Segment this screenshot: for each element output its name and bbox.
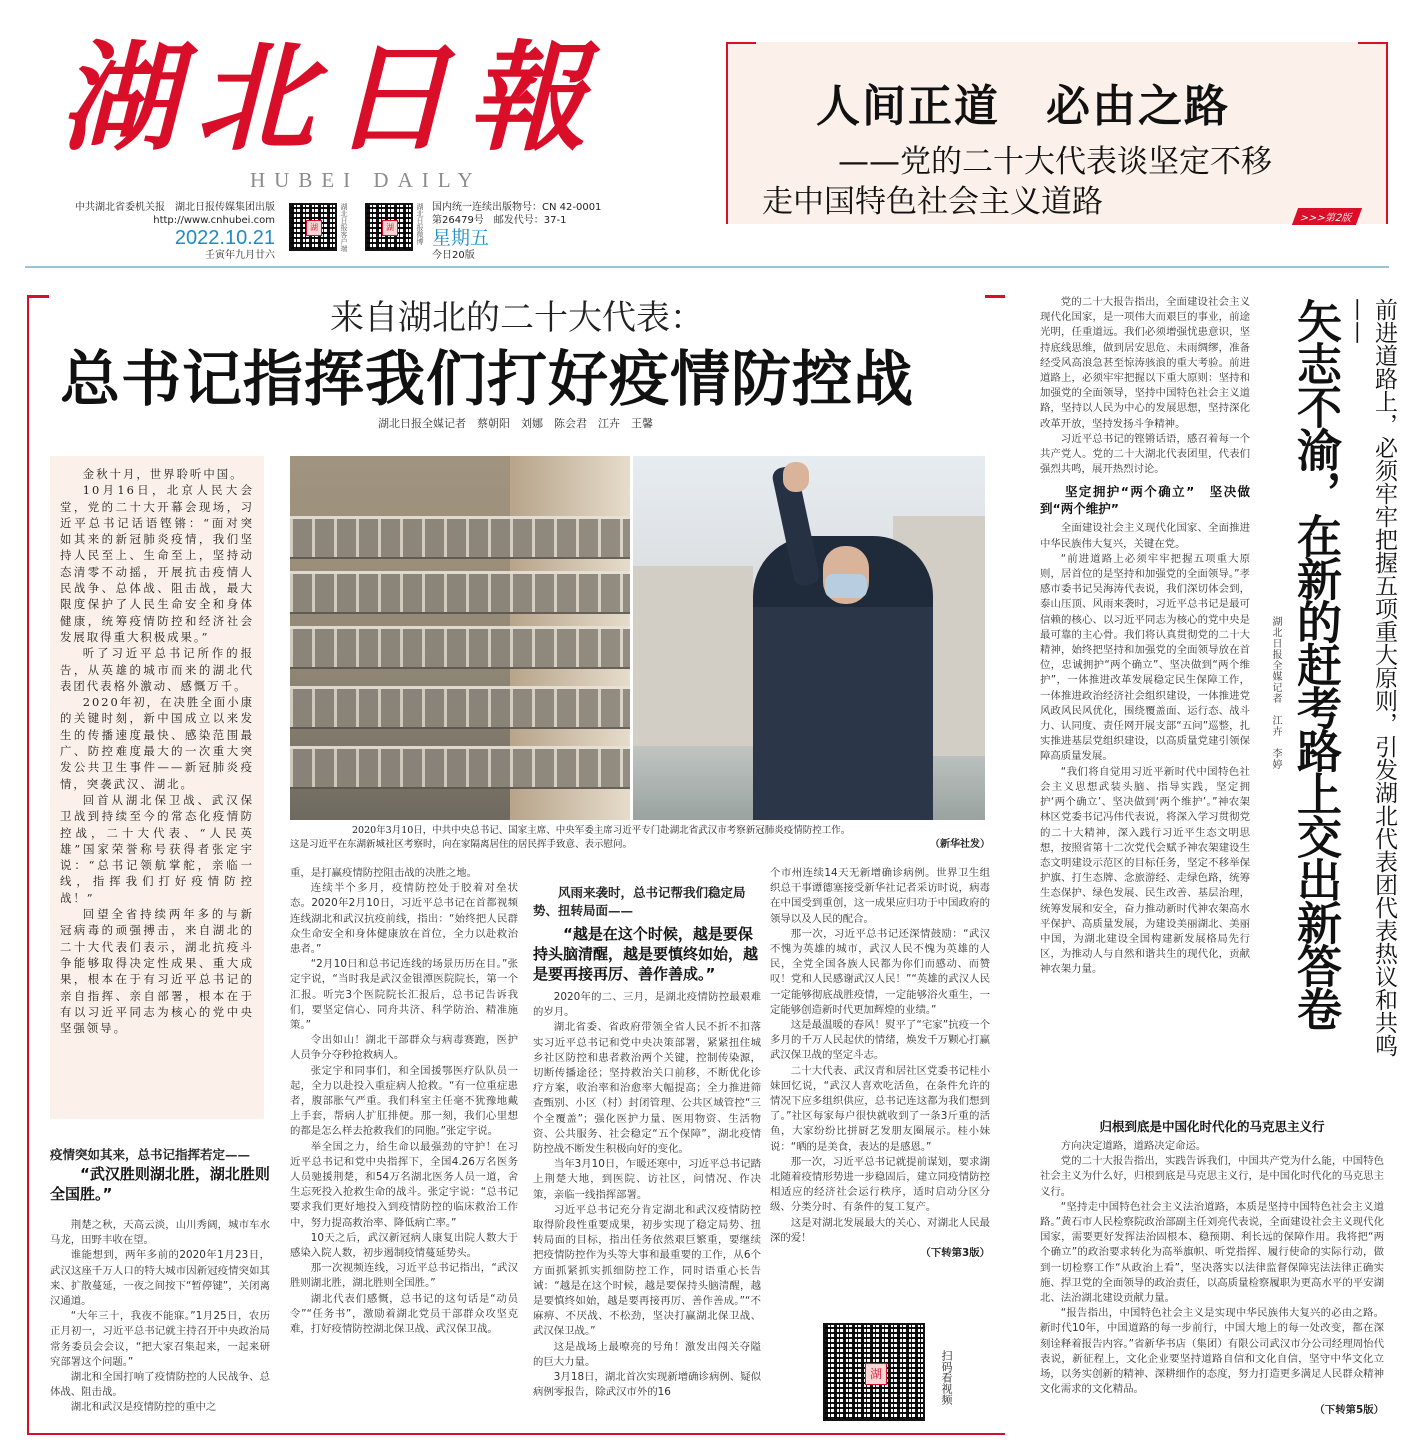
body-paragraph: 湖北和全国打响了疫情防控的人民战争、总体战、阻击战。 (50, 1371, 270, 1399)
intro-paragraph: 金秋十月，世界聆听中国。 (82, 467, 244, 481)
body-paragraph: 那一次，习近平总书记还深情鼓励：“武汉不愧为英雄的城市，武汉人民不愧为英雄的人民，全党全国各族人民都为你们而感动、而赞叹！党和人民感谢武汉人民！”“英雄的武汉人民一定能够彻底战胜疫情，一定能够浴火重生，一定能够创造新时代更加辉煌的业绩。” (770, 927, 990, 1016)
masthead-divider (25, 266, 1389, 268)
body-paragraph: 这是对湖北发展最大的关心、对湖北人民最深的爱！ (770, 1216, 990, 1244)
website-link[interactable]: http://www.cnhubei.com (153, 215, 275, 226)
photo-balcony (290, 626, 630, 669)
body-paragraph: 荆楚之秋，天高云淡，山川秀阔，城市车水马龙，田野丰收在望。 (50, 1219, 270, 1247)
intro-sidebar (50, 456, 264, 1119)
intro-paragraph: 2020年初，在决胜全面小康的关键时刻，新中国成立以来发生的传播速度最快、感染范围最广、防控难度最大的一次重大突发公共卫生事件——新冠肺炎疫情，突袭武汉、湖北。 (60, 695, 254, 791)
issue-number: 第26479号 邮发代号：37-1 (432, 215, 567, 226)
section-kicker: 风雨来袭时，总书记帮我们稳定局势、扭转局面—— (533, 885, 746, 918)
story-column-4 (770, 866, 990, 1261)
body-paragraph: 湖北和武汉是疫情防控的重中之 (70, 1401, 217, 1414)
story-column-2 (290, 866, 518, 1337)
feature-deck: 前进道路上，必须牢牢把握五项重大原则，引发湖北代表团代表热议和共鸣—— (1345, 298, 1397, 1057)
caption-line: 2020年3月10日，中共中央总书记、国家主席、中央军委主席习近平专门赴湖北省武汉市考察新冠肺炎疫情防控工作。 (352, 825, 851, 836)
promo-headline: 人间正道 必由之路 (816, 81, 1230, 132)
photo-balcony (290, 571, 630, 614)
body-paragraph: 这是战场上最嘹亮的号角！激发出闯关夺隘的巨大力量。 (533, 1340, 761, 1368)
qr-logo: 湖 (865, 1363, 887, 1385)
story-kicker: 来自湖北的二十大代表： (330, 298, 704, 338)
qr-video-label: 扫码看视频 (940, 1350, 953, 1405)
lunar-date: 壬寅年九月廿六 (205, 250, 275, 261)
body-paragraph: 那一次视频连线，习近平总书记指出，“武汉胜则湖北胜，湖北胜则全国胜。” (290, 1262, 518, 1290)
feature-subhead: 坚定拥护“两个确立” 坚决做到“两个维护” (1040, 484, 1250, 517)
body-paragraph: “坚持走中国特色社会主义法治道路，本质是坚持中国特色社会主义道路。”黄石市人民检察院政治部副主任刘亮代表说，全面建设社会主义现代化国家，需要更好发挥法治固根本、稳预期、利长远的保障作用。我将把“两个确立”的政治要求转化为高举旗帜、听党指挥、履行使命的实际行动，做到一切检察工作“从政治上看”，坚决落实以法律监督保障宪法法律正确实施、捍卫党的全面领导的政治责任，以高质量检察履职为更高水平的平安湖北、法治湖北建设贡献力量。 (1040, 1200, 1384, 1305)
body-paragraph: 令出如山！湖北干部群众与病毒赛跑，医护人员争分夺秒抢救病人。 (290, 1034, 518, 1062)
masthead-meta-right (432, 201, 672, 262)
body-paragraph: 连续半个多月，疫情防控处于胶着对垒状态。2020年2月10日，习近平总书记在首都视频连线湖北和武汉抗疫前线，指出：“始终把人民群众生命安全和身体健康放在首位，全力以赴救治患者。” (290, 882, 518, 956)
body-paragraph: “前进道路上必须牢牢把握五项重大原则，居首位的是坚持和加强党的全面领导。”孝感市委书记吴海涛代表说，我们深切体会到，泰山压顶、风雨来袭时，习近平总书记是最可信赖的核心、以习近平同志为核心的党中央是最可靠的主心骨。我们将认真贯彻党的二十大精神，始终把坚持和加强党的全面领导放在首位，忠诚拥护“两个确立”、坚决做到“两个维护”，一体推进改革发展稳定民生保障工作，一体推进政治经济社会组织建设，一体推进党风政风民风优化，围绕覆盖面、运行态、战斗力、认同度、责任网开展支部“五问”巡整，扎实推进基层党组织建设，以高质量党建引领保障高质量发展。 (1040, 552, 1250, 763)
photo-building (633, 566, 753, 746)
body-paragraph: 党的二十大报告指出，全面建设社会主义现代化国家，是一项伟大而艰巨的事业，前途光明，任重道远。我们必须增强忧患意识，坚持底线思维，做到居安思危、未雨绸缪，准备经受风高浪急甚至惊涛骇浪的重大考验。前进道路上，必须牢牢把握以下重大原则：坚持和加强党的全面领导，坚持中国特色社会主义道路，坚持以人民为中心的发展思想，坚持深化改革开放，坚持发扬斗争精神。 (1040, 296, 1250, 430)
publisher-line: 中共湖北省委机关报 湖北日报传媒集团出版 (75, 202, 275, 213)
photo-balcony (290, 686, 630, 729)
story-column-3 (533, 990, 761, 1400)
photo-balcony (290, 516, 630, 559)
feature-headline: 矢志不渝，在新的赶考路上交出新答卷 (1289, 298, 1342, 1029)
frame-rule (29, 295, 49, 298)
body-paragraph: 个市州连续14天无新增确诊病例。世界卫生组织总干事谭德塞接受新华社记者采访时说，病毒在中国受到重创，这一成果应归功于中国政府的领导以及人民的配合。 (770, 867, 990, 925)
masthead-title: 湖北日報 (60, 28, 605, 167)
photo-balcony (290, 746, 630, 789)
body-paragraph: “2月10日和总书记连线的场景历历在目。”张定宇说，“当时我是武汉金银潭医院院长，第一个汇报。听完3个医院院长汇报后，总书记告诉我们，要坚定信心、同舟共济、科学防治、精准施策。” (290, 958, 518, 1032)
continued-jump-link[interactable]: （下转第5版） (1314, 1404, 1384, 1417)
section-kicker: 疫情突如其来，总书记指挥若定—— (50, 1147, 251, 1162)
photo-figure-hand (783, 462, 809, 492)
body-paragraph: “我们将自觉用习近平新时代中国特色社会主义思想武装头脑、指导实践，坚定拥护‘两个确立’、坚决做到‘两个维护’。”神农架林区党委书记冯伟代表说，将深入学习贯彻党的二十大精神，深入践行习近平生态文明思想，按照省第十二次党代会赋予神农架建设生态文明建设示范区的目标任务，坚定不移举保护旗、打生态牌、念旅游经、走绿色路，统筹生态保护、绿色发展、民生改善、基层治理，统筹发展和安全，奋力推动新时代神农架高水平保护、高质量发展，为建设美丽湖北、美丽中国，为湖北建设全国构建新发展格局先行区，为推动人与自然和谐共生的现代化，贡献神农架力量。 (1040, 765, 1250, 976)
body-paragraph: 当年3月10日，乍暖还寒中，习近平总书记踏上荆楚大地，到医院、访社区，问情况、作决策，亲临一线指挥部署。 (533, 1158, 761, 1201)
frame-rule (985, 295, 1005, 298)
section-quote: “武汉胜则湖北胜，湖北胜则全国胜。” (50, 1165, 270, 1203)
body-paragraph: 这是最温暖的春风！熨平了“宅家”抗疫一个多月的千万人民起伏的情绪，焕发千万颗心打赢武汉保卫战的坚定斗志。 (770, 1019, 990, 1062)
body-paragraph: 湖北省委、省政府带领全省人民不折不扣落实习近平总书记和党中央决策部署，紧紧扭住城乡社区防控和患者救治两个关键，控制传染源，切断传播途径；坚持救治关口前移，不断优化诊疗方案，收治率和治愈率大幅提高；全力推进筛查甄别、小区（村）封闭管理、公共区域管控“三个全覆盖”；强化医护力量、医用物资、生活物资、公共服务、社会稳定“五个保障”，湖北疫情防控战不断发生积极向好的变化。 (533, 1021, 761, 1156)
issue-date: 2022.10.21 (174, 227, 275, 249)
masthead-meta-left (40, 201, 275, 262)
qr-logo: 湖 (306, 220, 322, 236)
section-quote: “越是在这个时候，越是要保持头脑清醒，越是要慎终如始，越是要再接再厉、善作善成。” (533, 925, 759, 983)
qr-code-video[interactable] (823, 1323, 925, 1421)
body-paragraph: 张定宇和同事们，和全国援鄂医疗队队员一起，全力以赴投入重症病人抢救。“有一位重症患者，腹部胀气严重。我们科室主任毫不犹豫地戴上手套，帮病人扩肛排便。那一刻，我们心里想的都是怎么样去抢救我们的同胞。”张定宇说。 (290, 1064, 518, 1138)
feature-column (1040, 295, 1250, 978)
top-promo-box[interactable] (726, 42, 1388, 224)
photo-credit: （新华社发） (930, 839, 990, 850)
feature-subhead-2: 归根到底是中国化时代化的马克思主义行 (1099, 1119, 1325, 1134)
intro-paragraph: 回望全省持续两年多的与新冠病毒的顽强搏击，来自湖北的二十大代表们表示，湖北抗疫斗争能够取得决定性成果、重大成果，根本在于有习近平总书记的亲自指挥、亲自部署，根本在于有以习近平同志为核心的党中央坚强领导。 (60, 907, 254, 1036)
body-paragraph: 二十大代表、武汉青和居社区党委书记桂小妹回忆说，“武汉人喜欢吃活鱼，在条件允许的情况下应多组织供应，总书记连这都为我们想到了。”社区每家每户很快就收到了一条3斤重的活鱼，大家纷纷比拼厨艺发朋友圈展示。桂小妹说：“晒的是美食，表达的是感恩。” (770, 1064, 990, 1153)
issn-line: 国内统一连续出版物号：CN 42-0001 (432, 202, 602, 213)
feature-byline: 湖北日报全媒记者 江卉 李婷 (1270, 616, 1281, 770)
body-paragraph: “大年三十，我夜不能寐。”1月25日，农历正月初一，习近平总书记就主持召开中央政治局常务委员会会议，“把大家召集起来，一起来研究部署这个问题。” (50, 1310, 270, 1368)
body-paragraph: 举全国之力，给生命以最强劲的守护！在习近平总书记和党中央指挥下，全国4.26万名医务人员驰援荆楚，和54万名湖北医务人员一道，舍生忘死投入抢救生命的战斗。张定宇说：“总书记要求我们更好地投入到疫情防控的临床救治工作中，努力提高救治率、降低病亡率。” (290, 1140, 518, 1229)
body-paragraph: 湖北代表们感慨，总书记的这句话是“动员令”“任务书”，激励着湖北党员干部群众攻坚克难，打好疫情防控湖北保卫战、武汉保卫战。 (290, 1292, 518, 1336)
body-paragraph: “报告指出，中国特色社会主义是实现中华民族伟大复兴的必由之路。新时代10年，中国道路的每一步前行，中国大地上的每一处改变，都在深刻诠释着报告内容。”省新华书店（集团）有限公司武汉市分公司经理周怡代表说，新征程上，文化企业要坚持道路自信和文化自信，坚守中华文化立场，以务实创新的精神、深耕细作的态度，努力打造更多满足人民群众精神文化需求的文化精品。 (1040, 1307, 1384, 1396)
caption-line-2 (290, 838, 990, 852)
story-byline: 湖北日报全媒记者 蔡朝阳 刘娜 陈会君 江卉 王馨 (378, 417, 653, 430)
story-column-1 (50, 1218, 270, 1416)
body-paragraph: 谁能想到，两年多前的2020年1月23日，武汉这座千万人口的特大城市因新冠疫情突如其来、扩散蔓延，一夜之间按下“暂停键”，关闭离汉通道。 (50, 1249, 270, 1308)
body-paragraph: 党的二十大报告指出，实践告诉我们，中国共产党为什么能，中国特色社会主义为什么好，归根到底是马克思主义行，是中国化时代化的马克思主义行。 (1040, 1155, 1384, 1198)
intro-paragraph: 回首从湖北保卫战、武汉保卫战到持续至今的常态化疫情防控战，二十大代表、“人民英雄”国家荣誉称号获得者张定宇说：“总书记领航掌舵，亲临一线，指挥我们打好疫情防控战！” (60, 792, 254, 905)
promo-subhead-2: 走中国特色社会主义道路 (762, 184, 1103, 220)
masthead-logo (60, 18, 660, 192)
page-reference-link[interactable]: >>>第2版 (1291, 208, 1361, 225)
body-paragraph: 3月18日，湖北首次实现新增确诊病例、疑似病例零报告，除武汉市外的16 (533, 1371, 761, 1399)
body-paragraph: 那一次，习近平总书记就提前谋划，要求湖北随着疫情形势进一步稳固后，建立同疫情防控相适应的经济社会运行秩序，适时启动分区分级、分类分时、有条件的复工复产。 (770, 1155, 990, 1214)
story-headline: 总书记指挥我们打好疫情防控战 (60, 345, 914, 415)
qr-code-weibo[interactable] (365, 203, 413, 251)
photo-waving-figure[interactable] (633, 456, 985, 820)
body-paragraph: 重，是打赢疫情防控阻击战的决胜之地。 (290, 867, 478, 879)
continued-jump-link[interactable]: （下转第3版） (920, 1247, 990, 1260)
qr-label-weibo: 湖北日报微博 (416, 203, 424, 245)
photo-figure-mask (825, 574, 867, 598)
qr-label-client-app: 湖北日报客户端 (340, 203, 348, 252)
body-paragraph: 方向决定道路，道路决定命运。 (1060, 1140, 1207, 1152)
body-paragraph: 10天之后，武汉新冠病人康复出院人数大于感染入院人数，初步遏制疫情蔓延势头。 (290, 1231, 518, 1260)
photo-caption (290, 824, 990, 852)
section-2-heading (533, 884, 761, 984)
caption-line: 这是习近平在东湖新城社区考察时，向在家隔离居住的居民挥手致意、表示慰问。 (290, 839, 633, 850)
corner-rule (728, 42, 756, 44)
body-paragraph: 习近平总书记充分肯定湖北和武汉疫情防控取得阶段性重要成果，初步实现了稳定局势、扭转局面的目标，指出任务依然艰巨繁重，要继续把疫情防控作为头等大事和最重要的工作，从6个方面抓紧抓实抓细防控工作，同时语重心长告诫：“越是在这个时候，越是要保持头脑清醒，越是要慎终如始，越是要再接再厉、善作善成。”“不麻痹、不厌战、不松劲，坚决打赢湖北保卫战、武汉保卫战。” (533, 1203, 761, 1338)
qr-logo: 湖 (382, 220, 398, 236)
body-paragraph: 2020年的二、三月，是湖北疫情防控最艰难的岁月。 (533, 991, 761, 1019)
body-paragraph: 全面建设社会主义现代化国家、全面推进中华民族伟大复兴，关键在党。 (1040, 522, 1250, 550)
intro-paragraph: 10月16日，北京人民大会堂，党的二十大开幕会现场，习近平总书记话语铿锵：“面对突如其来的新冠肺炎疫情，我们坚持人民至上、生命至上，坚持动态清零不动摇，开展抗击疫情人民战争、总体战、阻击战，最大限度保护了人民生命安全和身体健康，统筹疫情防控和经济社会发展取得重大积极成果。” (60, 483, 254, 644)
masthead-title-en: HUBEI DAILY (250, 168, 482, 192)
photo-apartment-residents[interactable] (290, 456, 630, 820)
body-paragraph: 习近平总书记的铿锵话语，感召着每一个共产党人。党的二十大湖北代表团里，代表们强烈共鸣，展开热烈讨论。 (1040, 432, 1250, 476)
qr-code-client-app[interactable] (289, 203, 337, 251)
promo-subhead: ——党的二十大代表谈坚定不移 (838, 144, 1272, 180)
weekday: 星期五 (432, 227, 490, 249)
corner-rule (1358, 42, 1386, 44)
section-1-heading (50, 1146, 275, 1204)
feature-wide-column (1040, 1118, 1384, 1419)
intro-paragraph: 听了习近平总书记所作的报告，从英雄的城市而来的湖北代表团代表格外激动、感慨万千。 (60, 646, 254, 693)
pages-today: 今日20版 (432, 250, 475, 261)
